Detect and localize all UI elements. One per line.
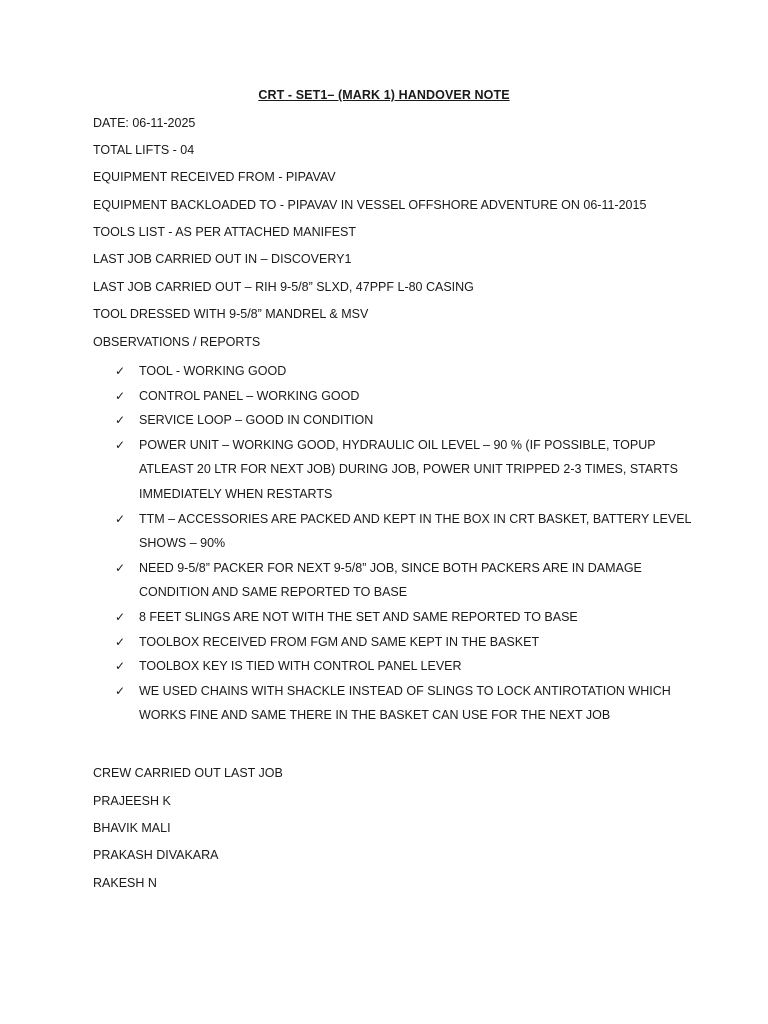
observation-text: TTM – ACCESSORIES ARE PACKED AND KEPT IN THE BOX IN CRT BASKET, BATTERY LEVEL SHOWS – 90% (139, 511, 692, 551)
observations-heading: OBSERVATIONS / REPORTS (93, 335, 261, 349)
document-title: CRT - SET1– (MARK 1) HANDOVER NOTE (258, 88, 510, 102)
checkmark-icon: ✓ (115, 511, 126, 526)
list-item (93, 556, 693, 605)
date-line: DATE: 06-11-2025 (93, 116, 196, 130)
checkmark-icon: ✓ (115, 413, 126, 428)
observation-text: CONTROL PANEL – WORKING GOOD (139, 388, 360, 403)
equipment-received-line: EQUIPMENT RECEIVED FROM - PIPAVAV (93, 170, 336, 184)
observation-text: TOOLBOX RECEIVED FROM FGM AND SAME KEPT IN THE BASKET (139, 634, 540, 649)
equipment-backloaded-line: EQUIPMENT BACKLOADED TO - PIPAVAV IN VESSEL OFFSHORE ADVENTURE ON 06-11-2015 (93, 198, 647, 212)
tools-list-line: TOOLS LIST - AS PER ATTACHED MANIFEST (93, 225, 357, 239)
tool-dressed-line: TOOL DRESSED WITH 9-5/8” MANDREL & MSV (93, 307, 369, 321)
observation-text: SERVICE LOOP – GOOD IN CONDITION (139, 413, 374, 428)
total-lifts-line: TOTAL LIFTS - 04 (93, 143, 195, 157)
list-item (93, 384, 693, 409)
observation-text: TOOL - WORKING GOOD (139, 364, 287, 378)
observation-text: 8 FEET SLINGS ARE NOT WITH THE SET AND SAME REPORTED TO BASE (139, 609, 578, 624)
checkmark-icon: ✓ (115, 364, 126, 378)
checkmark-icon: ✓ (115, 659, 126, 674)
checkmark-icon: ✓ (115, 388, 126, 403)
list-item (93, 433, 693, 507)
checkmark-icon: ✓ (115, 609, 126, 624)
list-item (93, 630, 693, 655)
list-item (93, 654, 693, 679)
last-job-description-line: LAST JOB CARRIED OUT – RIH 9-5/8” SLXD, 47PPF L-80 CASING (93, 280, 474, 294)
observations-list (93, 359, 693, 728)
crew-member: PRAJEESH K (93, 794, 171, 808)
observation-text: NEED 9-5/8” PACKER FOR NEXT 9-5/8” JOB, SINCE BOTH PACKERS ARE IN DAMAGE CONDITION AND SAME REPORTED TO BASE (139, 560, 642, 600)
list-item (93, 359, 693, 384)
observation-text: WE USED CHAINS WITH SHACKLE INSTEAD OF SLINGS TO LOCK ANTIROTATION WHICH WORKS FINE AND SAME THERE IN THE BASKET CAN USE FOR THE NEXT JOB (139, 683, 671, 723)
list-item (93, 605, 693, 630)
crew-heading: CREW CARRIED OUT LAST JOB (93, 766, 283, 780)
observation-text: TOOLBOX KEY IS TIED WITH CONTROL PANEL LEVER (139, 659, 462, 674)
list-item (93, 408, 693, 433)
list-item (93, 507, 693, 556)
checkmark-icon: ✓ (115, 634, 126, 649)
crew-member: BHAVIK MALI (93, 821, 171, 835)
checkmark-icon: ✓ (115, 437, 126, 452)
last-job-location-line: LAST JOB CARRIED OUT IN – DISCOVERY1 (93, 252, 352, 266)
list-item (93, 679, 693, 728)
crew-member: PRAKASH DIVAKARA (93, 848, 219, 862)
observation-text: POWER UNIT – WORKING GOOD, HYDRAULIC OIL LEVEL – 90 % (IF POSSIBLE, TOPUP ATLEAST 20 LTR FOR NEXT JOB) DURING JOB, POWER UNIT TRIPPED 2-3 TIMES, STARTS IMMEDIATELY WHEN RESTARTS (139, 437, 678, 501)
crew-member: RAKESH N (93, 876, 157, 890)
checkmark-icon: ✓ (115, 683, 126, 698)
checkmark-icon: ✓ (115, 560, 126, 575)
